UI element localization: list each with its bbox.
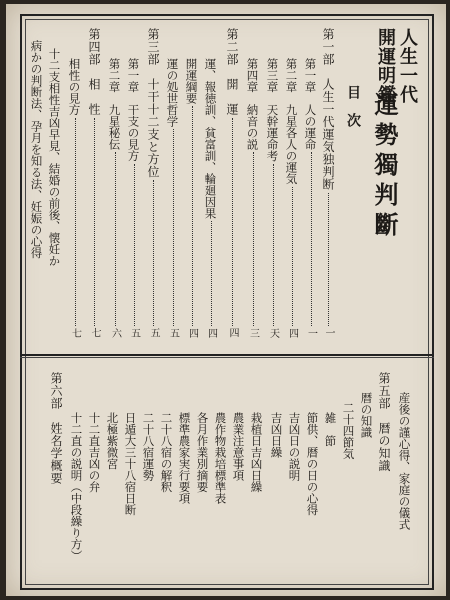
dot-leader bbox=[172, 129, 174, 326]
toc-entry-lower bbox=[160, 412, 172, 580]
toc-entry-text: 吉凶日繰 bbox=[269, 412, 284, 458]
toc-entry-text: 産後の謹心得、家庭の儀式 bbox=[397, 392, 412, 530]
toc-entry-lower bbox=[196, 412, 208, 580]
toc-page-number: 天 bbox=[267, 328, 279, 338]
toc-entry-text: 栽植日吉凶日繰 bbox=[249, 412, 264, 493]
toc-entry-lower bbox=[342, 402, 354, 580]
toc-entry-text: 開運綱要 bbox=[184, 58, 199, 104]
toc-entry-upper bbox=[48, 48, 60, 338]
toc-entry-upper bbox=[226, 28, 238, 338]
toc-entry-text: 第三章 天幹運命考 bbox=[265, 58, 280, 162]
dot-leader bbox=[291, 187, 293, 327]
toc-entry-text: 第二部 開 運 bbox=[225, 28, 239, 116]
toc-entry-upper bbox=[147, 28, 159, 338]
toc-entry-lower bbox=[50, 372, 62, 580]
toc-entry-upper bbox=[88, 28, 100, 338]
toc-page-number: 四 bbox=[205, 328, 217, 338]
toc-entry-lower bbox=[270, 412, 282, 580]
toc-entry-text: 運の処世哲学 bbox=[165, 58, 180, 127]
toc-page-number: 五 bbox=[128, 328, 140, 338]
dot-leader bbox=[231, 118, 233, 326]
toc-page-number: 一 bbox=[305, 328, 317, 338]
toc-entry-text: 北極紫微宮 bbox=[105, 412, 120, 470]
toc-entry-upper bbox=[204, 58, 216, 338]
toc-entry-text: 農業注意事項 bbox=[231, 412, 246, 481]
toc-entry-text: 運、報徳訓、貧富訓、輪廻因果 bbox=[203, 58, 218, 219]
toc-entry-text: 暦の知識 bbox=[359, 392, 374, 438]
toc-entry-text: 吉凶日の説明 bbox=[287, 412, 302, 481]
toc-entry-lower bbox=[378, 372, 390, 580]
toc-entry-text: 第四部 相 性 bbox=[87, 28, 101, 116]
dot-leader bbox=[272, 164, 274, 327]
dot-leader bbox=[327, 193, 329, 326]
book-title: 運勢獨判斷 bbox=[370, 92, 399, 242]
toc-entry-upper bbox=[266, 58, 278, 338]
dot-leader bbox=[252, 152, 254, 326]
toc-entry-text: 第五部 暦の知識 bbox=[377, 372, 391, 472]
book-subtitle-a: 人生一代 bbox=[397, 28, 418, 104]
toc-entry-lower bbox=[398, 392, 410, 580]
toc-page-number: 四 bbox=[186, 328, 198, 338]
toc-page-number: 四 bbox=[286, 328, 298, 338]
toc-entry-text: 節供、暦の日の心得 bbox=[305, 412, 320, 516]
toc-entry-lower bbox=[88, 412, 100, 580]
toc-entry-lower bbox=[214, 412, 226, 580]
toc-entry-upper bbox=[185, 58, 197, 338]
toc-entry-upper bbox=[108, 58, 120, 338]
book-subtitle-b: 開運明鑑 bbox=[375, 28, 396, 104]
toc-entry-text: 第二章 九星秘伝 bbox=[107, 58, 122, 150]
toc-page-number: 三 bbox=[247, 328, 259, 338]
toc-entry-lower bbox=[70, 412, 82, 580]
toc-entry-text: 第一部 人生一代運気独判断 bbox=[321, 28, 335, 191]
dot-leader bbox=[74, 118, 76, 327]
toc-entry-upper bbox=[322, 28, 334, 338]
dot-leader bbox=[133, 164, 135, 327]
dot-leader bbox=[93, 118, 95, 326]
toc-entry-text: 相性の見方 bbox=[67, 58, 82, 116]
toc-entry-upper bbox=[246, 58, 258, 338]
toc-entry-text: 第六部 姓名学概要 bbox=[49, 372, 63, 485]
toc-page-number: 七 bbox=[89, 327, 100, 338]
toc-entry-text: 二十四節気 bbox=[341, 402, 356, 460]
toc-entry-text: 第二章 九星各人の運気 bbox=[284, 58, 299, 185]
section-divider bbox=[20, 354, 434, 358]
toc-entry-text: 第三部 十干十二支と方位 bbox=[146, 28, 160, 178]
toc-entry-upper bbox=[127, 58, 139, 338]
toc-page-number: 一 bbox=[323, 327, 334, 338]
dot-leader bbox=[191, 106, 193, 326]
dot-leader bbox=[152, 180, 154, 326]
toc-entry-text: 各月作業別摘要 bbox=[195, 412, 210, 493]
toc-entry-text: 標準農家実行要項 bbox=[177, 412, 192, 504]
toc-page-number: 五 bbox=[167, 328, 179, 338]
toc-entry-lower bbox=[250, 412, 262, 580]
toc-entry-lower bbox=[142, 412, 154, 580]
dot-leader bbox=[114, 152, 116, 326]
toc-page-number: 四 bbox=[227, 327, 238, 338]
toc-entry-lower bbox=[124, 412, 136, 580]
toc-entry-text: 病かの判断法、孕月を知る法、妊娠の心得 bbox=[29, 40, 44, 259]
toc-entry-text: 第一章 干支の見方 bbox=[126, 58, 141, 162]
toc-entry-upper bbox=[304, 58, 316, 338]
toc-entry-upper bbox=[285, 58, 297, 338]
toc-entry-text: 二十八宿の解釈 bbox=[159, 412, 174, 493]
toc-entry-text: 第四章 納音の説 bbox=[245, 58, 260, 150]
toc-entry-text: 十二直吉凶の弁 bbox=[87, 412, 102, 493]
toc-entry-upper bbox=[30, 40, 42, 338]
toc-entry-upper bbox=[166, 58, 178, 338]
dot-leader bbox=[310, 152, 312, 326]
toc-entry-lower bbox=[306, 412, 318, 580]
toc-entry-text: 十二支相性吉凶早見、結婚の前後、懐妊か bbox=[47, 48, 62, 267]
toc-entry-lower bbox=[178, 412, 190, 580]
toc-entry-text: 二十八宿運勢 bbox=[141, 412, 156, 481]
toc-entry-text: 日遁大三十八宿日断 bbox=[123, 412, 138, 516]
toc-entry-lower bbox=[288, 412, 300, 580]
toc-entry-lower bbox=[360, 392, 372, 580]
toc-entry-text: 十二直の説明（中段繰り方） bbox=[69, 412, 84, 562]
toc-entry-lower bbox=[106, 412, 118, 580]
toc-page-number: 七 bbox=[69, 328, 81, 338]
toc-entry-lower bbox=[232, 412, 244, 580]
toc-entry-text: 雑 節 bbox=[323, 412, 338, 447]
contents-heading: 目次 bbox=[345, 85, 361, 141]
dot-leader bbox=[210, 221, 212, 326]
toc-entry-text: 農作物栽培標準表 bbox=[213, 412, 228, 504]
toc-page-number: 五 bbox=[148, 327, 159, 338]
toc-entry-text: 第一章 人の運命 bbox=[303, 58, 318, 150]
toc-page-number: 六 bbox=[109, 328, 121, 338]
toc-entry-upper bbox=[68, 58, 80, 338]
toc-entry-lower bbox=[324, 412, 336, 580]
